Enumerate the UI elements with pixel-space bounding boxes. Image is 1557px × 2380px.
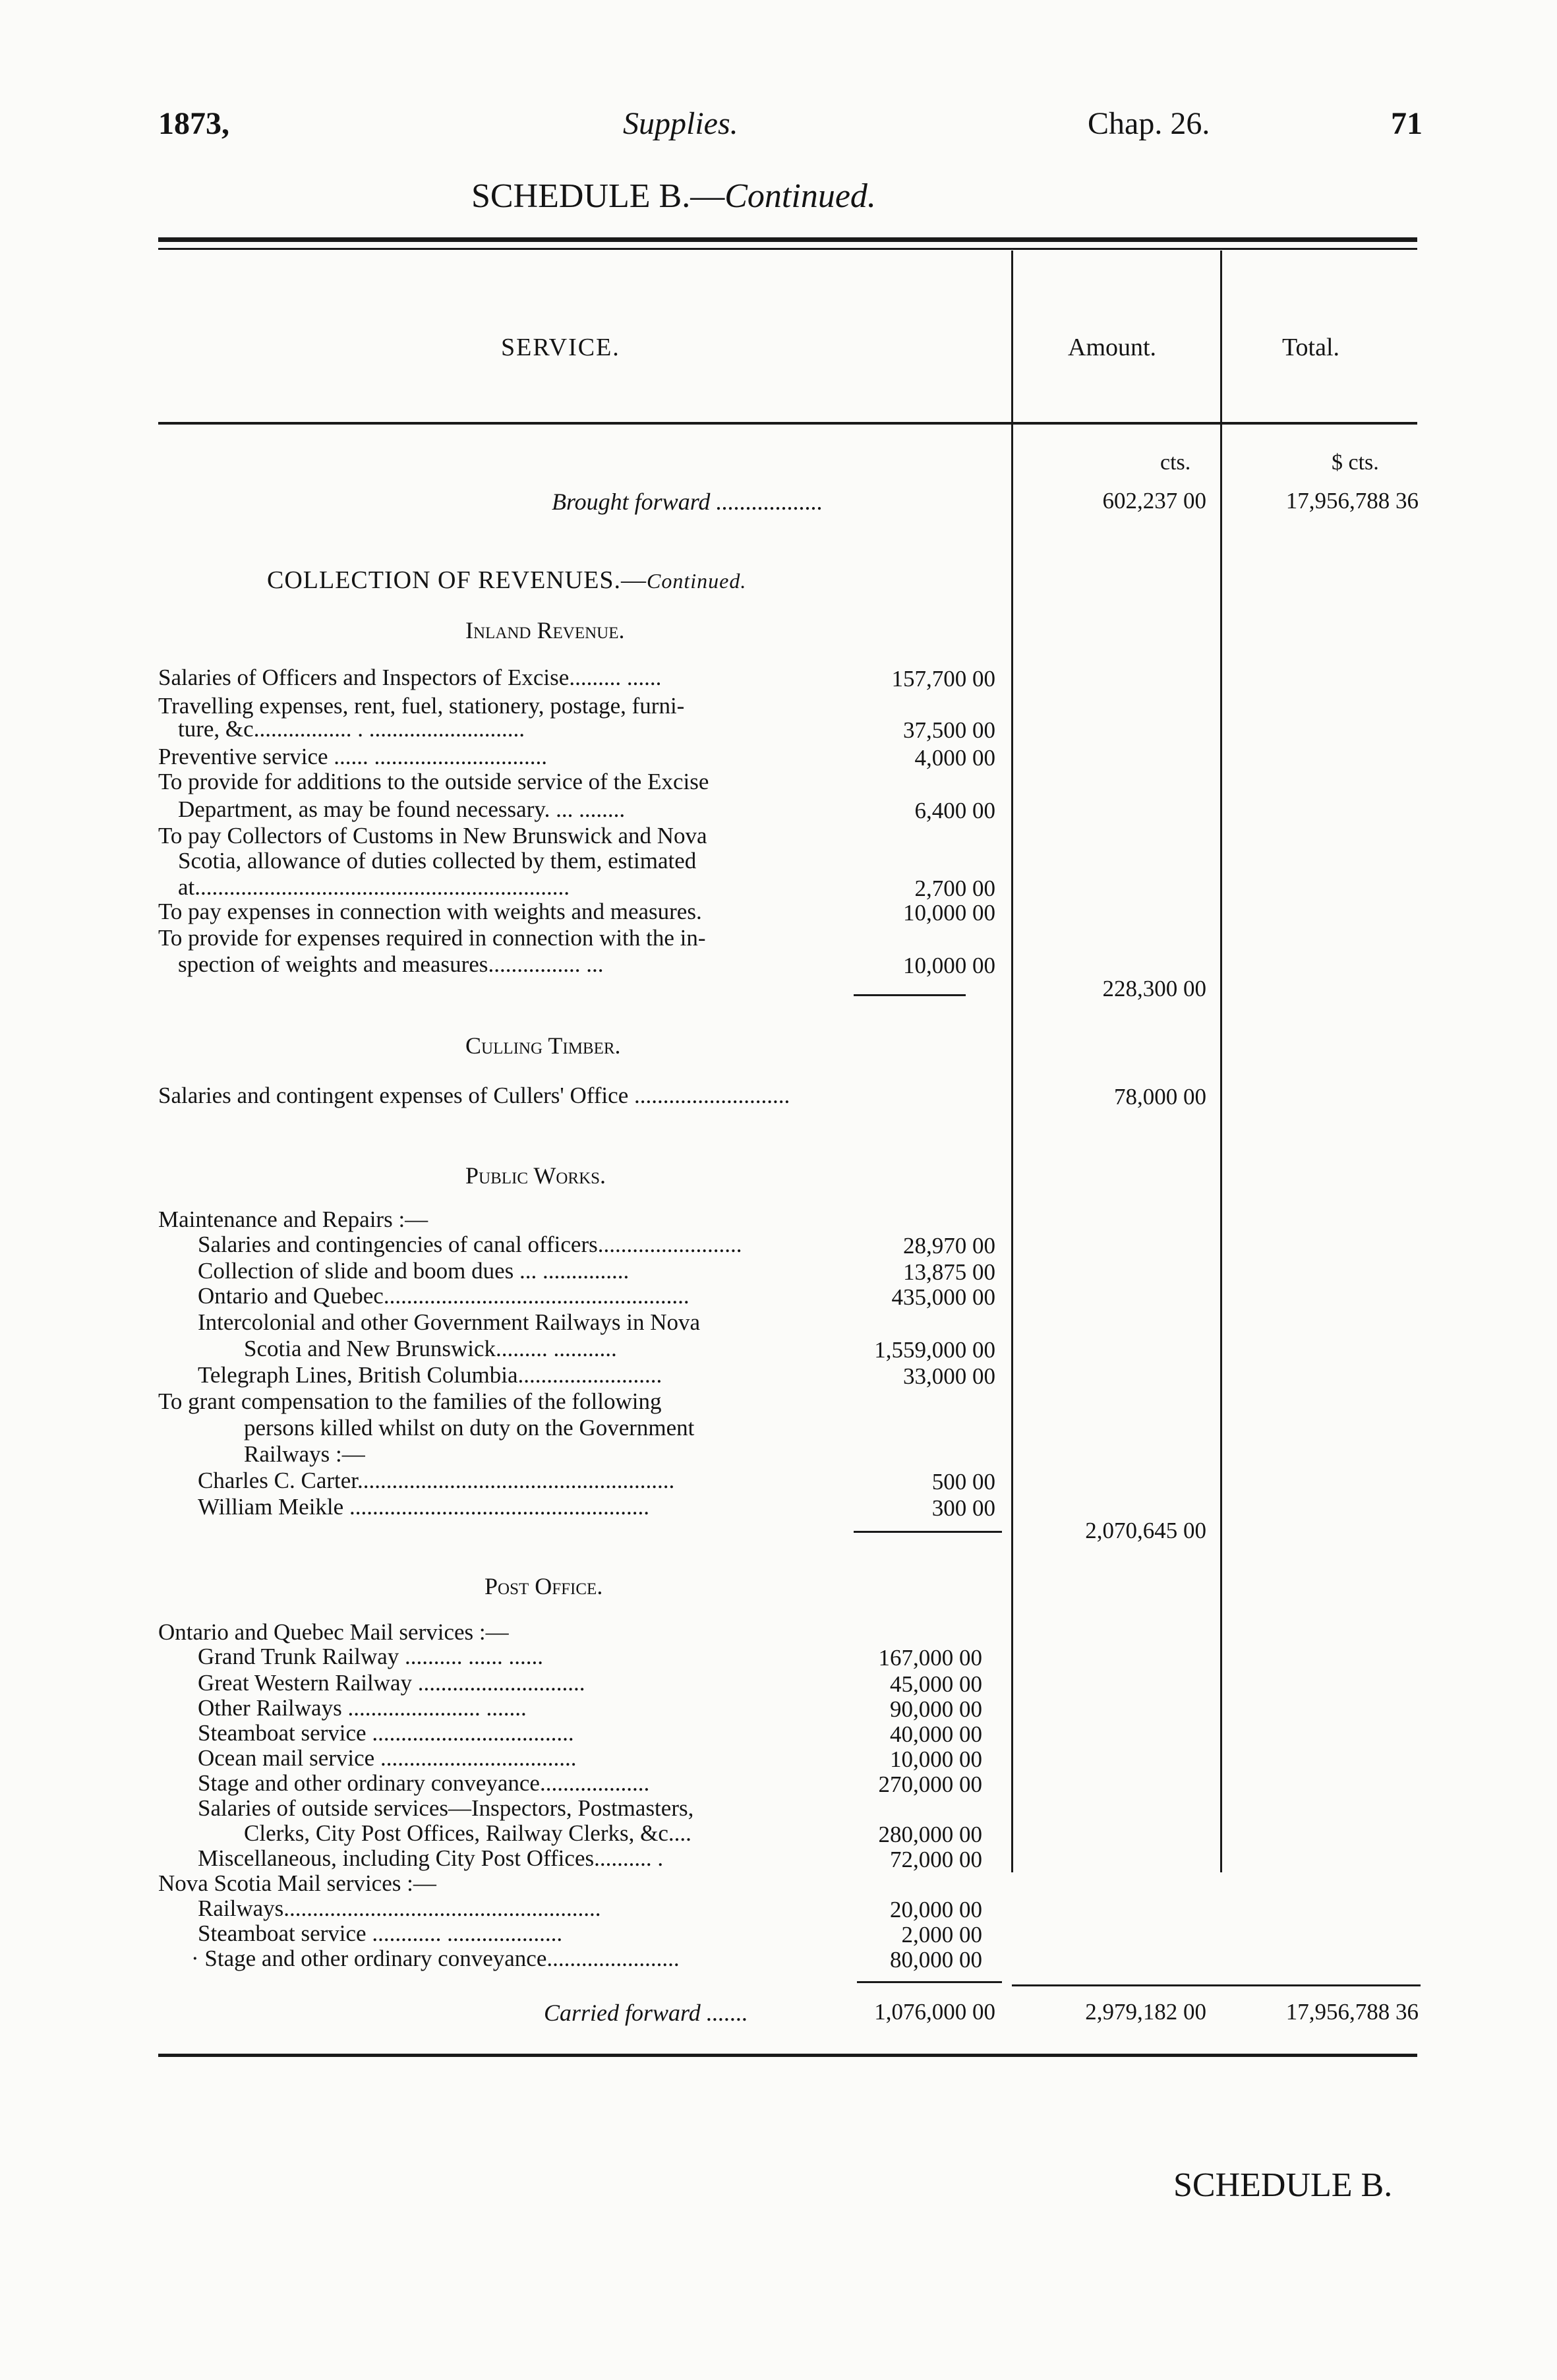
list-item: Telegraph Lines, British Columbia......................... <box>198 1362 662 1388</box>
brought-forward-total: 17,956,788 36 <box>1285 488 1419 514</box>
schedule-title: SCHEDULE B.—Continued. <box>471 177 876 215</box>
list-item: Steamboat service ............ .................... <box>198 1920 563 1946</box>
carried-total-rule <box>1012 1984 1421 1986</box>
running-title: Supplies. <box>623 106 738 141</box>
list-item-amount: 280,000 00 <box>878 1822 982 1847</box>
list-item-amount: 13,875 00 <box>903 1259 995 1285</box>
list-item: Scotia, allowance of duties collected by them, estimated <box>178 848 697 874</box>
list-item-amount: 1,559,000 00 <box>874 1337 995 1363</box>
list-item-amount: 300 00 <box>931 1495 995 1521</box>
list-item: Maintenance and Repairs :— <box>158 1206 428 1232</box>
list-item-amount: 157,700 00 <box>891 666 995 692</box>
list-item: Salaries and contingencies of canal officers......................... <box>198 1232 742 1257</box>
col-total-header: Total. <box>1282 334 1340 361</box>
year: 1873, <box>158 106 229 141</box>
list-item-amount: 80,000 00 <box>890 1947 982 1973</box>
list-item: Railways....................................................... <box>198 1895 601 1921</box>
list-item-amount: 72,000 00 <box>890 1847 982 1872</box>
list-item: spection of weights and measures................ ... <box>178 951 604 977</box>
top-rule-thin <box>158 248 1417 250</box>
list-item: ture, &c................. . ........................... <box>178 716 525 742</box>
carried-forward-sub-amount: 1,076,000 00 <box>874 1999 995 2025</box>
list-item: · Stage and other ordinary conveyance....................... <box>191 1946 680 1971</box>
list-item: Grand Trunk Railway .......... ...... ...... <box>198 1644 544 1669</box>
page-number: 71 <box>1391 106 1423 141</box>
public-works-heading: Public Works. <box>465 1162 606 1189</box>
brought-forward-label: Brought forward .................. <box>552 489 823 515</box>
culling-subtotal: 78,000 00 <box>1114 1084 1206 1110</box>
list-item: Nova Scotia Mail services :— <box>158 1870 436 1896</box>
list-item: Department, as may be found necessary. ... ........ <box>178 796 626 822</box>
list-item: Salaries of outside services—Inspectors, Postmasters, <box>198 1795 694 1821</box>
list-item: Other Railways ....................... ....... <box>198 1695 527 1721</box>
list-item: Miscellaneous, including City Post Offices.......... . <box>198 1845 664 1871</box>
list-item-amount: 90,000 00 <box>890 1696 982 1722</box>
list-item-amount: 10,000 00 <box>903 953 995 978</box>
list-item: Ontario and Quebec..................................................... <box>198 1283 690 1309</box>
col-service-header: SERVICE. <box>501 334 620 361</box>
top-rule <box>158 237 1417 242</box>
public-works-subtotal: 2,070,645 00 <box>1085 1518 1206 1543</box>
list-item: Ocean mail service .................................. <box>198 1745 577 1771</box>
bottom-rule <box>158 2054 1417 2057</box>
list-item-amount: 10,000 00 <box>903 900 995 926</box>
brought-forward-amount: 602,237 00 <box>1102 488 1206 514</box>
list-item: To provide for expenses required in connection with the in- <box>158 925 706 951</box>
list-item-amount: 33,000 00 <box>903 1363 995 1389</box>
list-item: To pay Collectors of Customs in New Brunswick and Nova <box>158 823 707 848</box>
column-divider-amount <box>1220 251 1222 1872</box>
list-item: Preventive service ...... .............................. <box>158 744 548 769</box>
list-item: Steamboat service ................................... <box>198 1720 574 1746</box>
list-item-amount: 45,000 00 <box>890 1671 982 1697</box>
list-item: To provide for additions to the outside service of the Excise <box>158 769 709 794</box>
unit-total: $ cts. <box>1332 450 1379 475</box>
post-office-heading: Post Office. <box>485 1573 603 1599</box>
carried-forward-label: Carried forward ....... <box>544 2000 748 2026</box>
list-item: Stage and other ordinary conveyance................... <box>198 1770 650 1796</box>
carried-rule <box>857 1981 1002 1983</box>
catchword: SCHEDULE B. <box>1173 2166 1393 2204</box>
list-item: Salaries and contingent expenses of Cullers' Office ........................... <box>158 1083 790 1108</box>
carried-forward-amount: 2,979,182 00 <box>1085 1999 1206 2025</box>
list-item: persons killed whilst on duty on the Government <box>244 1415 695 1441</box>
list-item: at................................................................. <box>178 874 570 900</box>
carried-forward-total: 17,956,788 36 <box>1285 1999 1419 2025</box>
list-item: Ontario and Quebec Mail services :— <box>158 1619 509 1645</box>
list-item: Scotia and New Brunswick......... ........... <box>244 1336 617 1361</box>
list-item-amount: 20,000 00 <box>890 1897 982 1922</box>
subtotal-rule <box>854 994 966 996</box>
subtotal-rule <box>854 1531 1002 1533</box>
list-item-amount: 167,000 00 <box>878 1645 982 1671</box>
list-item: Collection of slide and boom dues ... ............... <box>198 1258 630 1284</box>
list-item: Salaries of Officers and Inspectors of Excise......... ...... <box>158 665 662 690</box>
list-item: Clerks, City Post Offices, Railway Clerks, &c.... <box>244 1820 691 1846</box>
list-item-amount: 40,000 00 <box>890 1721 982 1747</box>
list-item-amount: 500 00 <box>931 1469 995 1495</box>
chapter: Chap. 26. <box>1088 106 1210 141</box>
header-rule <box>158 422 1417 425</box>
column-divider-service <box>1011 251 1013 1872</box>
list-item: To pay expenses in connection with weights and measures. <box>158 899 702 924</box>
list-item: Intercolonial and other Government Railways in Nova <box>198 1309 701 1335</box>
list-item-amount: 4,000 00 <box>914 745 995 771</box>
unit-amount: cts. <box>1160 450 1191 475</box>
list-item: William Meikle .................................................... <box>198 1494 649 1520</box>
list-item-amount: 2,000 00 <box>901 1922 982 1948</box>
list-item: Travelling expenses, rent, fuel, stationery, postage, furni- <box>158 693 685 719</box>
inland-subtotal: 228,300 00 <box>1102 976 1206 1001</box>
list-item-amount: 2,700 00 <box>914 876 995 901</box>
section-title: COLLECTION OF REVENUES.—Continued. <box>267 566 747 594</box>
list-item: To grant compensation to the families of the following <box>158 1388 662 1414</box>
list-item-amount: 435,000 00 <box>891 1284 995 1310</box>
inland-revenue-heading: Inland Revenue. <box>465 617 625 643</box>
culling-timber-heading: Culling Timber. <box>465 1032 621 1059</box>
list-item-amount: 10,000 00 <box>890 1746 982 1772</box>
list-item: Charles C. Carter....................................................... <box>198 1468 675 1493</box>
list-item-amount: 6,400 00 <box>914 798 995 823</box>
list-item: Railways :— <box>244 1441 365 1467</box>
list-item-amount: 28,970 00 <box>903 1233 995 1259</box>
list-item: Great Western Railway ............................. <box>198 1670 585 1696</box>
col-amount-header: Amount. <box>1068 334 1157 361</box>
list-item-amount: 37,500 00 <box>903 717 995 743</box>
list-item-amount: 270,000 00 <box>878 1771 982 1797</box>
